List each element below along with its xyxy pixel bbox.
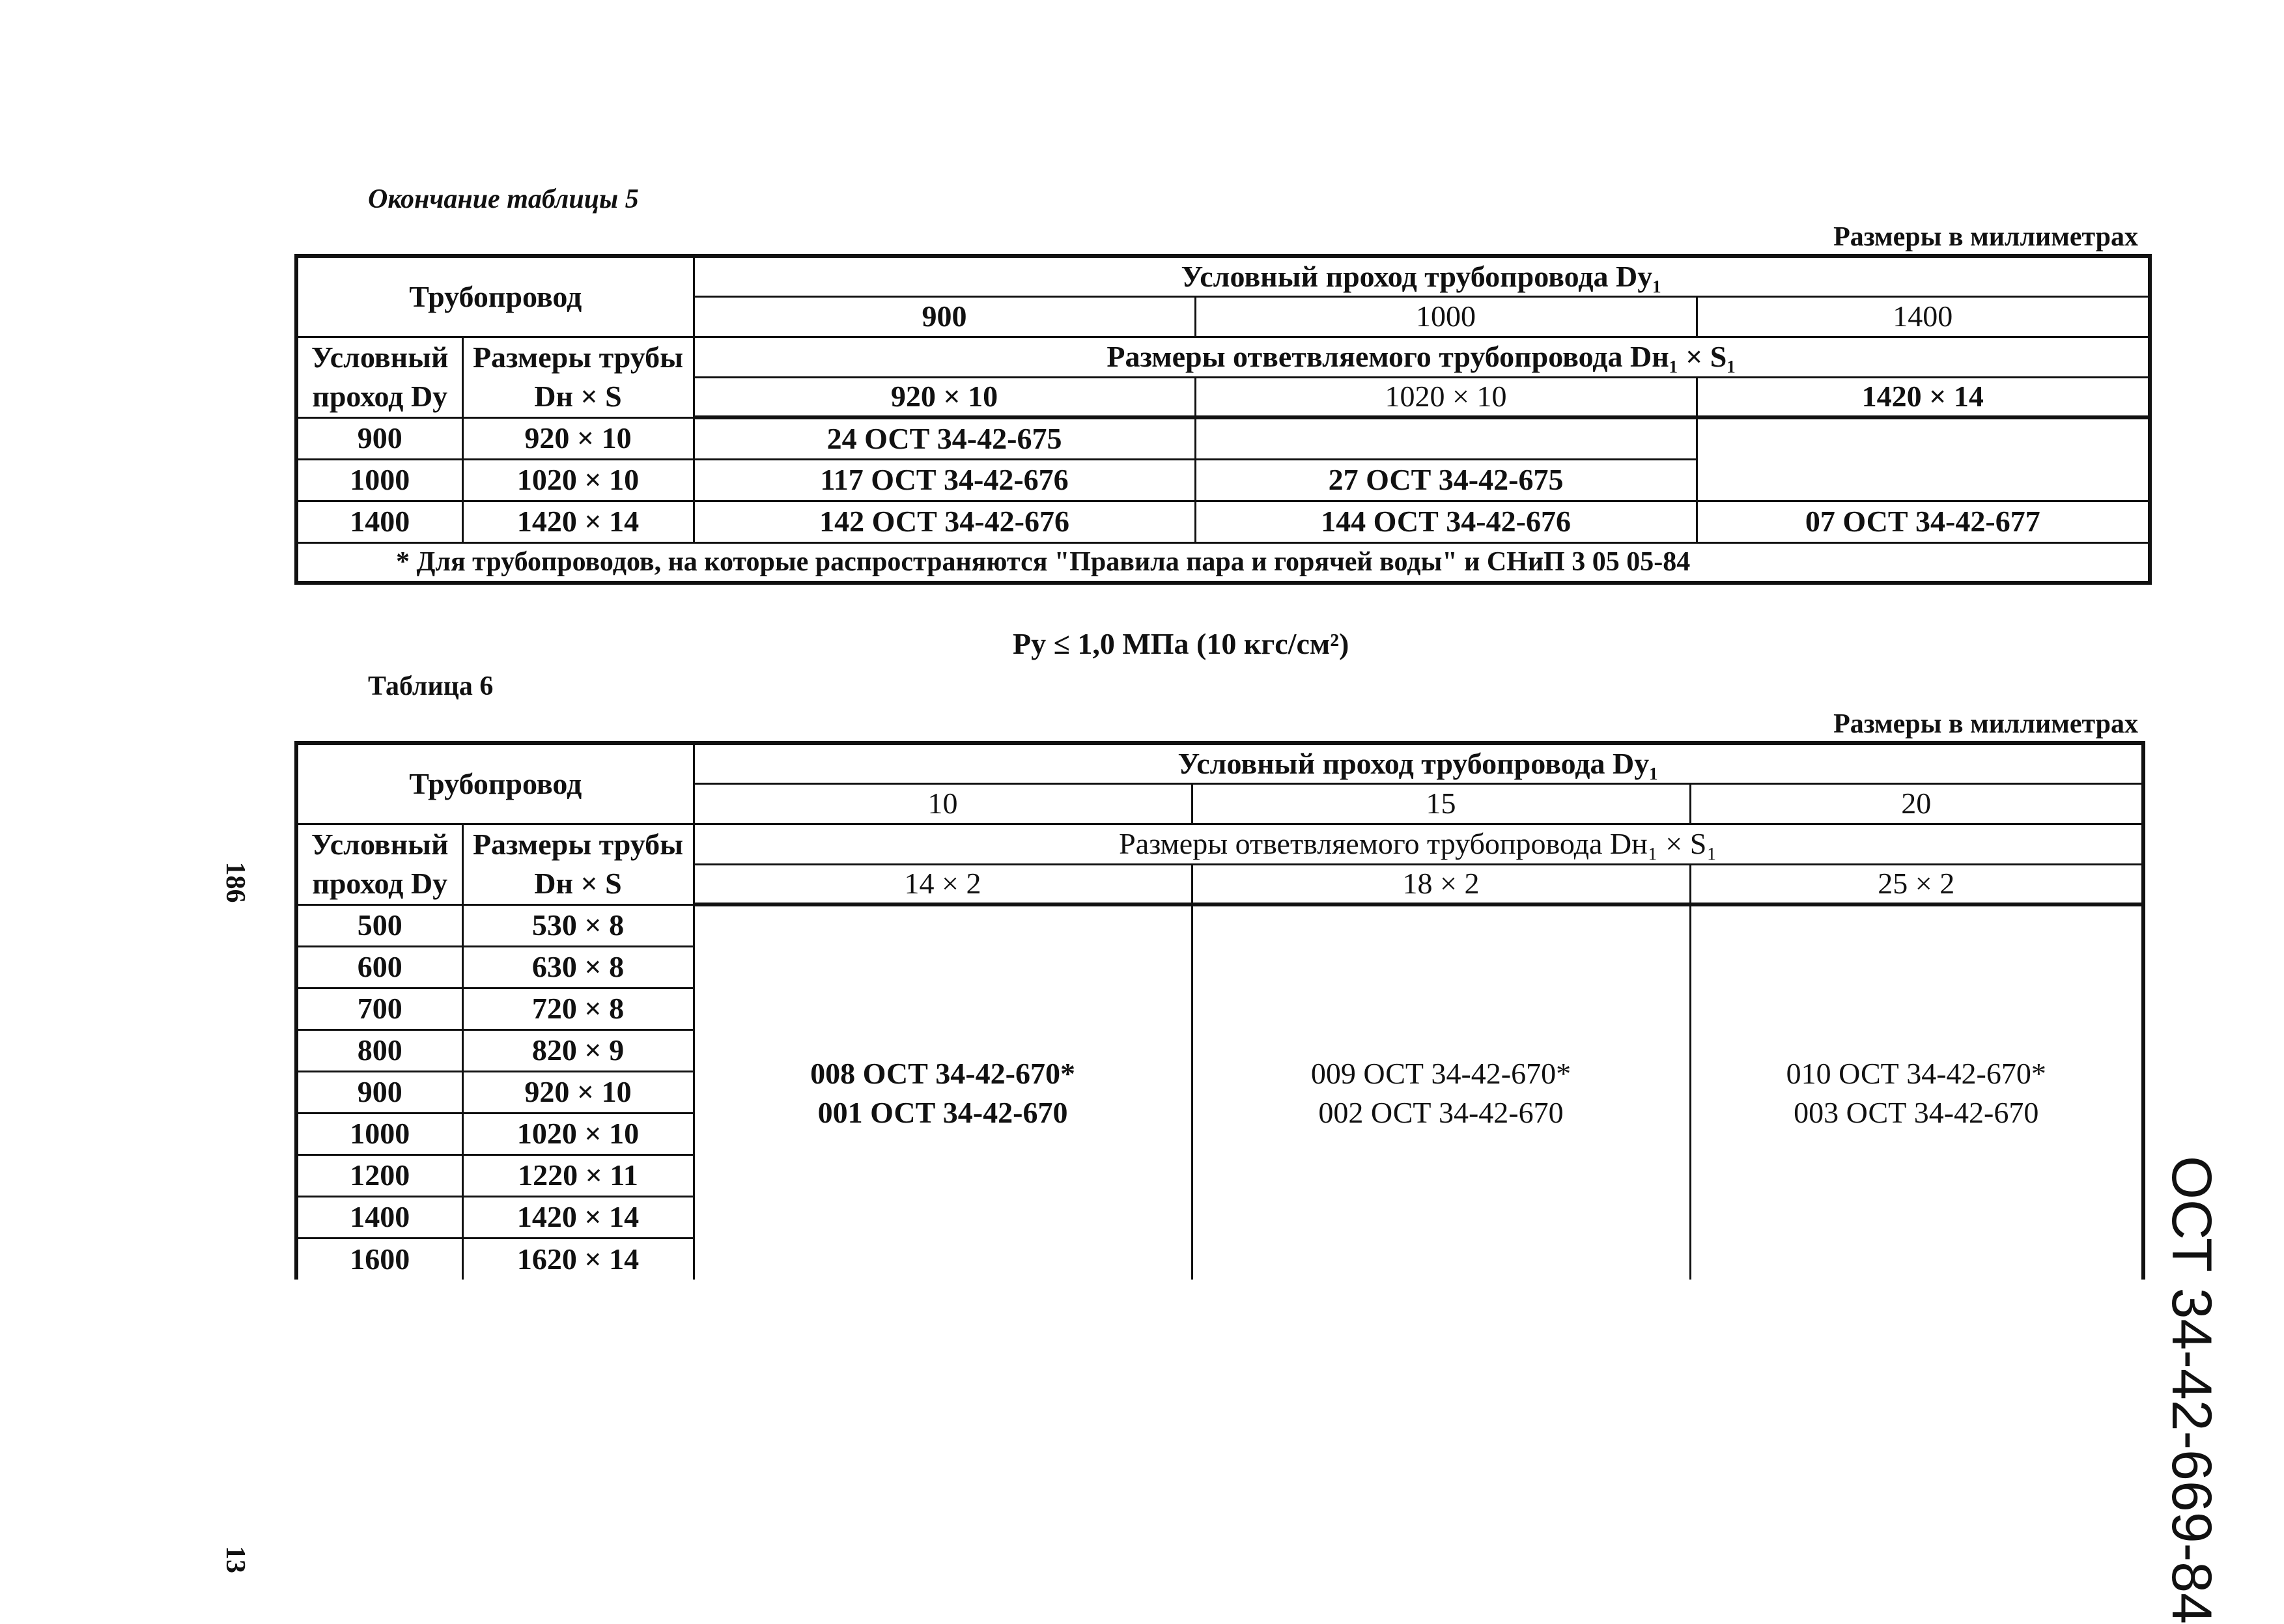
table5-row2-size: 1020 × 10 (462, 459, 694, 501)
table5-branch-size-3: 1420 × 14 (1697, 377, 2150, 417)
table6-row-dy: 800 (296, 1029, 462, 1071)
table5-row1-c1000 (1195, 417, 1697, 459)
table6-row-dy: 600 (296, 946, 462, 988)
table6-branch-size-header: Размеры ответвляемого трубопровода Dн₁ × S₁ (694, 824, 2143, 864)
bottom-page-number: 13 (220, 1546, 250, 1573)
table5-branch-size-1: 920 × 10 (694, 377, 1195, 417)
table5-nominal-passage-header: Условный проход трубопровода Dу₁ (694, 256, 2150, 296)
table6-merged-20-line2: 003 ОСТ 34-42-670 (1794, 1095, 2039, 1129)
table5-row3-c1400: 07 ОСТ 34-42-677 (1697, 501, 2150, 542)
table6-row-dy: 1200 (296, 1155, 462, 1196)
table6-row-dy: 500 (296, 904, 462, 946)
table6-branch-size-2: 18 × 2 (1192, 864, 1690, 904)
table6-pipeline-header: Трубопровод (296, 743, 694, 824)
table6-row-dy: 1400 (296, 1196, 462, 1238)
table6-branch-size-1: 14 × 2 (694, 864, 1192, 904)
table6-row-size: 1620 × 14 (462, 1238, 694, 1280)
table5-branch-size-header: Размеры ответвляемого трубопровода Dн₁ × S₁ (694, 337, 2150, 377)
table6-merged-15 (1192, 904, 1690, 1280)
table6-nominal-passage-header: Условный проход трубопровода Dу₁ (694, 743, 2143, 783)
table5-footnote: * Для трубопроводов, на которые распространяются "Правила пара и горячей воды" и СНиП 3 05 05-84 (296, 542, 2150, 583)
table6-row-size: 920 × 10 (462, 1071, 694, 1113)
table6-units-note: Размеры в миллиметрах (1833, 709, 2138, 739)
pressure-heading: Ру ≤ 1,0 МПа (10 кгс/см²) (1013, 627, 1349, 660)
table6-row-size: 530 × 8 (462, 904, 694, 946)
table6-row-size: 1220 × 11 (462, 1155, 694, 1196)
table5-row1-size: 920 × 10 (462, 417, 694, 459)
table5-pipeline-header: Трубопровод (296, 256, 694, 337)
table5-nominal-1000: 1000 (1195, 296, 1697, 337)
table6-row-dy: 1000 (296, 1113, 462, 1155)
table5-row2-c1000: 27 ОСТ 34-42-675 (1195, 459, 1697, 501)
table6-nominal-20: 20 (1690, 783, 2143, 824)
table5-col-dy-header: Условный проход Dу (296, 337, 462, 417)
table5-row1-dy: 900 (296, 417, 462, 459)
table6-nominal-10: 10 (694, 783, 1192, 824)
table5-units-note: Размеры в миллиметрах (1833, 222, 2138, 252)
table6-merged-15-line1: 009 ОСТ 34-42-670* (1310, 1056, 1572, 1090)
table5-nominal-900: 900 (694, 296, 1195, 337)
table6-col-size-header: Размеры трубы Dн × S (462, 824, 694, 904)
side-page-number: 186 (220, 861, 250, 903)
table6-row-dy: 700 (296, 988, 462, 1029)
table6-merged-10 (694, 904, 1192, 1280)
table5-row3-c1000: 144 ОСТ 34-42-676 (1195, 501, 1697, 542)
table6-merged-10-line1: 008 ОСТ 34-42-670* (810, 1056, 1075, 1090)
table6-merged-20 (1690, 904, 2143, 1280)
table5-row3-c900: 142 ОСТ 34-42-676 (694, 501, 1195, 542)
table5 (294, 254, 2152, 585)
table6-row-size: 820 × 9 (462, 1029, 694, 1071)
table6-nominal-15: 15 (1192, 783, 1690, 824)
table6-merged-15-line2: 002 ОСТ 34-42-670 (1318, 1095, 1564, 1129)
table5-row2-c900: 117 ОСТ 34-42-676 (694, 459, 1195, 501)
table5-row1-c1400 (1697, 417, 2150, 501)
table6-row-size: 720 × 8 (462, 988, 694, 1029)
table6-col-dy-header: Условный проход Dу (296, 824, 462, 904)
table5-row3-dy: 1400 (296, 501, 462, 542)
table6-row-size: 1420 × 14 (462, 1196, 694, 1238)
table6-caption: Таблица 6 (368, 671, 494, 701)
table6-merged-10-line2: 001 ОСТ 34-42-670 (817, 1095, 1068, 1129)
table6 (294, 741, 2145, 1280)
table6-branch-size-3: 25 × 2 (1690, 864, 2143, 904)
table6-row-dy: 900 (296, 1071, 462, 1113)
table5-col-size-header: Размеры трубы Dн × S (462, 337, 694, 417)
table5-nominal-1400: 1400 (1697, 296, 2150, 337)
table5-row3-size: 1420 × 14 (462, 501, 694, 542)
table5-row2-dy: 1000 (296, 459, 462, 501)
table5-row1-c900: 24 ОСТ 34-42-675 (694, 417, 1195, 459)
table6-row-size: 1020 × 10 (462, 1113, 694, 1155)
table6-row-dy: 1600 (296, 1238, 462, 1280)
standard-code: ОСТ 34-42-669-84 (2160, 1156, 2223, 1624)
table6-merged-20-line1: 010 ОСТ 34-42-670* (1786, 1056, 2046, 1090)
table6-row-size: 630 × 8 (462, 946, 694, 988)
table5-branch-size-2: 1020 × 10 (1195, 377, 1697, 417)
table5-continuation-caption: Окончание таблицы 5 (368, 184, 639, 214)
